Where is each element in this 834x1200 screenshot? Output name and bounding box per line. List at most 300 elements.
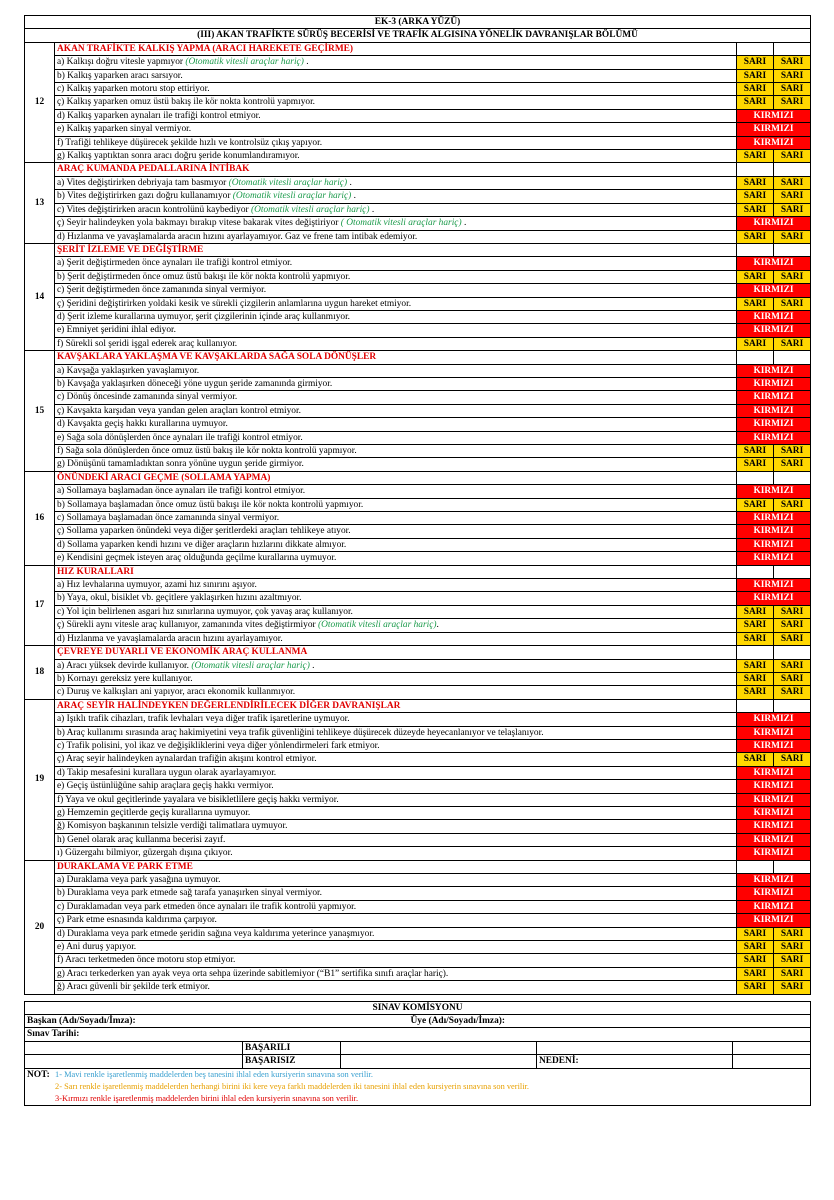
criteria-label: ı) Güzergahı bilmiyor, güzergah dışına çıkıyor. — [57, 848, 233, 859]
criteria-text — [55, 297, 737, 310]
criteria-label: ç) Sollama yaparken önündeki veya diğer şeritlerdeki araçları tehlikeye atıyor. — [57, 526, 351, 537]
title-row — [25, 16, 811, 29]
criteria-row — [25, 525, 811, 538]
section-heading: (III) AKAN TRAFİKTE SÜRÜŞ BECERİSİ VE TRAFİK ALGISINA YÖNELİK DAVRANIŞLAR BÖLÜMÜ — [25, 29, 811, 42]
criteria-text — [55, 780, 737, 793]
automatic-exception-note: (Otomatik vitesli araçlar hariç) — [185, 57, 304, 68]
criteria-label: e) Kendisini geçmek isteyen araç olduğunda geçilme kurallarına uymuyor. — [57, 553, 337, 564]
red-rating-cell: KIRMIZI — [737, 592, 811, 605]
criteria-text — [55, 820, 737, 833]
red-rating-cell: KIRMIZI — [737, 847, 811, 860]
red-rating-cell: KIRMIZI — [737, 485, 811, 498]
red-rating-cell: KIRMIZI — [737, 739, 811, 752]
yellow-rating-cell: SARI — [774, 230, 811, 243]
criteria-label: ç) Kavşakta karşıdan veya yandan gelen araçları kontrol etmiyor. — [57, 405, 301, 416]
yellow-rating-cell: SARI — [737, 619, 774, 632]
yellow-rating-cell: SARI — [737, 270, 774, 283]
criteria-row — [25, 391, 811, 404]
criteria-text — [55, 217, 737, 230]
criteria-row — [25, 270, 811, 283]
criteria-row — [25, 69, 811, 82]
criteria-label: a) Duraklama veya park yasağına uymuyor. — [57, 875, 221, 885]
red-rating-cell: KIRMIZI — [737, 512, 811, 525]
yellow-rating-cell: SARI — [737, 632, 774, 645]
red-rating-cell: KIRMIZI — [737, 900, 811, 913]
section-header-row — [25, 646, 811, 659]
criteria-row — [25, 713, 811, 726]
criteria-row — [25, 56, 811, 69]
criteria-tail: . — [436, 620, 439, 631]
criteria-label: ç) Sürekli aynı vitesle araç kullanıyor, zamanında vites değiştirmiyor — [57, 620, 316, 631]
note-blue: 1- Mavi renkle işaretlenmiş maddelerden beş tanesini ihlal eden kursiyerin sınavına son verilir. — [55, 1069, 373, 1079]
yellow-rating-cell: SARI — [737, 203, 774, 216]
criteria-row — [25, 445, 811, 458]
yellow-rating-cell: SARI — [774, 632, 811, 645]
criteria-text — [55, 418, 737, 431]
criteria-row — [25, 632, 811, 645]
section-title: ÇEVREYE DUYARLI VE EKONOMİK ARAÇ KULLANMA — [55, 646, 737, 659]
criteria-row — [25, 900, 811, 913]
criteria-row — [25, 123, 811, 136]
note-yellow: 2- Sarı renkle işaretlenmiş maddelerden herhangi birini iki kere veya farklı maddelerden iki tanesini ihlal eden kursiyerin sınavına son verilir. — [55, 1081, 529, 1091]
yellow-rating-cell: SARI — [774, 672, 811, 685]
empty-cell — [737, 860, 774, 873]
yellow-rating-cell: SARI — [737, 686, 774, 699]
criteria-row — [25, 659, 811, 672]
criteria-text — [55, 525, 737, 538]
yellow-rating-cell: SARI — [774, 981, 811, 994]
criteria-row — [25, 458, 811, 471]
criteria-label: ğ) Aracı güvenli bir şekilde terk etmiyor. — [57, 982, 210, 993]
criteria-text — [55, 632, 737, 645]
criteria-text — [55, 431, 737, 444]
criteria-text — [55, 257, 737, 270]
criteria-text — [55, 176, 737, 189]
criteria-label: d) Takip mesafesini kurallara uygun olarak ayarlayamıyor. — [57, 767, 277, 778]
yellow-rating-cell: SARI — [737, 83, 774, 96]
yellow-rating-cell: SARI — [737, 69, 774, 82]
red-rating-cell: KIRMIZI — [737, 391, 811, 404]
criteria-text — [55, 874, 737, 887]
yellow-rating-cell: SARI — [774, 954, 811, 967]
criteria-row — [25, 927, 811, 940]
criteria-row — [25, 726, 811, 739]
red-rating-cell: KIRMIZI — [737, 713, 811, 726]
criteria-text — [55, 337, 737, 350]
criteria-row — [25, 954, 811, 967]
criteria-label: ç) Park etme esnasında kaldırıma çarpıyor. — [57, 915, 217, 926]
criteria-row — [25, 739, 811, 752]
criteria-row — [25, 230, 811, 243]
criteria-label: b) Vites değiştirirken gazı doğru kullanamıyor — [57, 191, 231, 202]
red-rating-cell: KIRMIZI — [737, 284, 811, 297]
criteria-text — [55, 404, 737, 417]
empty-cell — [737, 646, 774, 659]
criteria-tail: . — [461, 218, 467, 229]
passed-label: BAŞARILI — [243, 1041, 341, 1054]
red-rating-cell: KIRMIZI — [737, 109, 811, 122]
section-title: HIZ KURALLARI — [55, 565, 737, 578]
criteria-text — [55, 793, 737, 806]
criteria-row — [25, 203, 811, 216]
criteria-row — [25, 310, 811, 323]
empty-cell — [774, 699, 811, 712]
criteria-row — [25, 753, 811, 766]
criteria-row — [25, 136, 811, 149]
empty-cell — [737, 565, 774, 578]
criteria-tail: . — [369, 204, 375, 215]
president-signature-field: Başkan (Adı/Soyadı/İmza): — [25, 1015, 341, 1028]
empty-cell — [737, 699, 774, 712]
criteria-text — [55, 284, 737, 297]
criteria-text — [55, 230, 737, 243]
form-page — [24, 15, 810, 1106]
criteria-label: g) Hemzemin geçitlerde geçiş kurallarına uymuyor. — [57, 807, 251, 818]
yellow-rating-cell: SARI — [737, 445, 774, 458]
section-header-row — [25, 699, 811, 712]
yellow-rating-cell: SARI — [774, 458, 811, 471]
yellow-rating-cell: SARI — [737, 150, 774, 163]
criteria-text — [55, 538, 737, 551]
criteria-text — [55, 109, 737, 122]
criteria-row — [25, 579, 811, 592]
yellow-rating-cell: SARI — [737, 659, 774, 672]
criteria-text — [55, 739, 737, 752]
red-rating-cell: KIRMIZI — [737, 806, 811, 819]
criteria-label: b) Şerit değiştirmeden önce omuz üstü bakışı ile kör nokta kontrolü yapmıyor. — [57, 271, 351, 282]
empty-cell — [737, 351, 774, 364]
criteria-label: f) Sağa sola dönüşlerden önce omuz üstü bakış ile kör nokta kontrolü yapmıyor. — [57, 446, 357, 456]
red-rating-cell: KIRMIZI — [737, 793, 811, 806]
criteria-label: ç) Kalkış yaparken omuz üstü bakış ile kör nokta kontrolü yapmıyor. — [57, 97, 316, 108]
section-number: 19 — [25, 699, 55, 860]
criteria-label: c) Dönüş öncesinde zamanında sinyal vermiyor. — [57, 392, 238, 403]
criteria-label: e) Kalkış yaparken sinyal vermiyor. — [57, 124, 192, 135]
criteria-row — [25, 914, 811, 927]
yellow-rating-cell: SARI — [774, 941, 811, 954]
criteria-text — [55, 123, 737, 136]
yellow-rating-cell: SARI — [774, 96, 811, 109]
empty-cell — [737, 42, 774, 55]
failed-box — [341, 1055, 537, 1068]
red-rating-cell: KIRMIZI — [737, 766, 811, 779]
section-header-row — [25, 243, 811, 256]
criteria-label: d) Sollama yaparken kendi hızını ve diğer araçların hızlarını dikkate almıyor. — [57, 539, 347, 550]
criteria-row — [25, 780, 811, 793]
criteria-label: e) Ani duruş yapıyor. — [57, 942, 137, 953]
criteria-label: f) Trafiği tehlikeye düşürecek şekilde hızlı ve kontrolsüz çıkış yapıyor. — [57, 137, 323, 148]
criteria-label: b) Yaya, okul, bisiklet vb. geçitlere yaklaşırken hızını azaltmıyor. — [57, 593, 302, 604]
criteria-row — [25, 109, 811, 122]
yellow-rating-cell: SARI — [774, 270, 811, 283]
red-rating-cell: KIRMIZI — [737, 431, 811, 444]
criteria-label: e) Sağa sola dönüşlerden önce aynaları ile trafiği kontrol etmiyor. — [57, 432, 303, 443]
criteria-row — [25, 364, 811, 377]
criteria-text — [55, 672, 737, 685]
criteria-row — [25, 418, 811, 431]
section-number: 20 — [25, 860, 55, 994]
section-title: ŞERİT İZLEME VE DEĞİŞTİRME — [55, 243, 737, 256]
criteria-text — [55, 485, 737, 498]
subtitle-row — [25, 29, 811, 42]
criteria-text — [55, 619, 737, 632]
empty-cell — [733, 1041, 811, 1054]
yellow-rating-cell: SARI — [737, 981, 774, 994]
criteria-text — [55, 56, 737, 69]
criteria-row — [25, 377, 811, 390]
empty-cell — [25, 1055, 243, 1068]
red-rating-cell: KIRMIZI — [737, 780, 811, 793]
criteria-row — [25, 981, 811, 994]
criteria-label: ç) Seyir halindeyken yola bakmayı bırakıp vitese bakarak vites değiştiriyor — [57, 218, 339, 229]
yellow-rating-cell: SARI — [737, 605, 774, 618]
criteria-row — [25, 941, 811, 954]
criteria-label: e) Emniyet şeridini ihlal ediyor. — [57, 325, 176, 336]
section-header-row — [25, 163, 811, 176]
yellow-rating-cell: SARI — [774, 176, 811, 189]
criteria-label: a) Aracı yüksek devirde kullanıyor. — [57, 660, 189, 671]
red-rating-cell: KIRMIZI — [737, 217, 811, 230]
criteria-row — [25, 498, 811, 511]
yellow-rating-cell: SARI — [774, 445, 811, 458]
criteria-label: e) Geçiş üstünlüğüne sahip araçlara geçiş hakkı vermiyor. — [57, 781, 274, 792]
criteria-label: h) Genel olarak araç kullanma becerisi zayıf. — [57, 834, 226, 845]
criteria-text — [55, 391, 737, 404]
automatic-exception-note: (Otomatik vitesli araçlar hariç) — [251, 204, 370, 215]
criteria-row — [25, 820, 811, 833]
yellow-rating-cell: SARI — [774, 686, 811, 699]
criteria-text — [55, 713, 737, 726]
empty-cell — [774, 42, 811, 55]
red-rating-cell: KIRMIZI — [737, 538, 811, 551]
empty-cell — [774, 565, 811, 578]
section-number: 17 — [25, 565, 55, 645]
yellow-rating-cell: SARI — [737, 498, 774, 511]
red-rating-cell: KIRMIZI — [737, 579, 811, 592]
criteria-text — [55, 967, 737, 980]
criteria-label: a) Hız levhalarına uymuyor, azami hız sınırını aşıyor. — [57, 580, 257, 591]
criteria-row — [25, 217, 811, 230]
criteria-label: d) Şerit izleme kurallarına uymuyor, şerit çizgilerinin içinde araç kullanmıyor. — [57, 311, 351, 322]
empty-cell — [774, 351, 811, 364]
yellow-rating-cell: SARI — [737, 954, 774, 967]
yellow-rating-cell: SARI — [737, 56, 774, 69]
yellow-rating-cell: SARI — [774, 927, 811, 940]
criteria-tail: . — [309, 660, 315, 671]
criteria-text — [55, 96, 737, 109]
criteria-label: c) Duruş ve kalkışları ani yapıyor, aracı ekonomik kullanmıyor. — [57, 687, 296, 698]
empty-cell — [774, 243, 811, 256]
criteria-label: b) Kavşağa yaklaşırken döneceği yöne uygun şeride zamanında girmiyor. — [57, 378, 333, 389]
red-rating-cell: KIRMIZI — [737, 324, 811, 337]
yellow-rating-cell: SARI — [737, 672, 774, 685]
empty-cell — [774, 860, 811, 873]
criteria-label: c) Sollamaya başlamadan önce zamanında sinyal vermiyor. — [57, 513, 280, 524]
criteria-row — [25, 766, 811, 779]
red-rating-cell: KIRMIZI — [737, 820, 811, 833]
criteria-label: d) Kavşakta geçiş hakkı kurallarına uymuyor. — [57, 419, 228, 430]
criteria-row — [25, 190, 811, 203]
criteria-text — [55, 579, 737, 592]
criteria-label: c) Duraklamadan veya park etmeden önce aynaları ile trafik kontrolü yapmıyor. — [57, 901, 357, 912]
criteria-text — [55, 753, 737, 766]
commission-table — [24, 1001, 811, 1106]
criteria-row — [25, 806, 811, 819]
red-rating-cell: KIRMIZI — [737, 726, 811, 739]
criteria-text — [55, 69, 737, 82]
criteria-label: c) Trafik polisini, yol ikaz ve değişikliklerini veya diğer yönlendirmeleri fark etmiyor. — [57, 740, 380, 751]
criteria-label: f) Sürekli sol şeridi işgal ederek araç kullanıyor. — [57, 338, 238, 349]
criteria-text — [55, 592, 737, 605]
criteria-text — [55, 806, 737, 819]
empty-cell — [737, 471, 774, 484]
red-rating-cell: KIRMIZI — [737, 404, 811, 417]
criteria-row — [25, 485, 811, 498]
criteria-text — [55, 364, 737, 377]
yellow-rating-cell: SARI — [774, 659, 811, 672]
criteria-label: d) Hızlanma ve yavaşlamalarda aracın hızını ayarlayamıyor. Gaz ve frene tam intibak edemiyor. — [57, 231, 418, 242]
criteria-row — [25, 297, 811, 310]
yellow-rating-cell: SARI — [737, 190, 774, 203]
section-number: 14 — [25, 243, 55, 350]
criteria-text — [55, 203, 737, 216]
section-number: 12 — [25, 42, 55, 163]
criteria-row — [25, 592, 811, 605]
criteria-tail: . — [347, 177, 352, 188]
criteria-text — [55, 941, 737, 954]
criteria-label: a) Kalkışı doğru vitesle yapmıyor — [57, 57, 184, 68]
empty-cell — [737, 163, 774, 176]
red-rating-cell: KIRMIZI — [737, 552, 811, 565]
red-rating-cell: KIRMIZI — [737, 310, 811, 323]
criteria-text — [55, 847, 737, 860]
yellow-rating-cell: SARI — [737, 927, 774, 940]
criteria-text — [55, 498, 737, 511]
red-rating-cell: KIRMIZI — [737, 833, 811, 846]
criteria-label: c) Kalkış yaparken motoru stop ettiriyor. — [57, 84, 210, 95]
red-rating-cell: KIRMIZI — [737, 257, 811, 270]
passed-box — [341, 1041, 537, 1054]
criteria-row — [25, 404, 811, 417]
section-title: KAVŞAKLARA YAKLAŞMA VE KAVŞAKLARDA SAĞA SOLA DÖNÜŞLER — [55, 351, 737, 364]
criteria-label: a) Şerit değiştirmeden önce aynaları ile trafiği kontrol etmiyor. — [57, 258, 293, 269]
criteria-row — [25, 793, 811, 806]
criteria-text — [55, 377, 737, 390]
section-number: 18 — [25, 646, 55, 700]
criteria-label: b) Kalkış yaparken aracı sarsıyor. — [57, 70, 183, 81]
criteria-row — [25, 83, 811, 96]
yellow-rating-cell: SARI — [774, 605, 811, 618]
criteria-tail: . — [351, 191, 356, 202]
section-number: 15 — [25, 351, 55, 472]
criteria-label: ç) Araç seyir halindeyken aynalardan trafiğin akışını kontrol etmiyor. — [57, 754, 317, 765]
criteria-label: a) Kavşağa yaklaşırken yavaşlamıyor. — [57, 365, 200, 376]
failed-label: BAŞARISIZ — [243, 1055, 341, 1068]
criteria-label: b) Araç kullanımı sırasında araç hakimiyetini veya trafik güvenliğini tehlikeye düşürecek düzeyde heyecanlanıyor ve telaşlanıyor. — [57, 727, 544, 738]
exam-date-field: Sınav Tarihi: — [25, 1028, 811, 1041]
yellow-rating-cell: SARI — [774, 69, 811, 82]
yellow-rating-cell: SARI — [774, 190, 811, 203]
automatic-exception-note: (Otomatik vitesli araçlar hariç) — [228, 177, 348, 188]
empty-cell — [737, 243, 774, 256]
criteria-row — [25, 967, 811, 980]
yellow-rating-cell: SARI — [774, 56, 811, 69]
criteria-text — [55, 766, 737, 779]
reason-label: NEDENİ: — [537, 1055, 733, 1068]
red-rating-cell: KIRMIZI — [737, 887, 811, 900]
criteria-text — [55, 190, 737, 203]
yellow-rating-cell: SARI — [737, 337, 774, 350]
criteria-label: ç) Şeridini değiştirirken yoldaki kesik ve sürekli çizgilerin anlamlarına uygun hareket etmiyor. — [57, 298, 412, 309]
red-rating-cell: KIRMIZI — [737, 364, 811, 377]
criteria-text — [55, 270, 737, 283]
section-title: AKAN TRAFİKTE KALKIŞ YAPMA (ARACI HAREKETE GEÇİRME) — [55, 42, 737, 55]
empty-cell — [774, 471, 811, 484]
red-rating-cell: KIRMIZI — [737, 874, 811, 887]
yellow-rating-cell: SARI — [737, 96, 774, 109]
yellow-rating-cell: SARI — [774, 619, 811, 632]
yellow-rating-cell: SARI — [737, 297, 774, 310]
criteria-text — [55, 310, 737, 323]
section-title: ARAÇ KUMANDA PEDALLARINA İNTİBAK — [55, 163, 737, 176]
criteria-tail: . — [303, 57, 309, 68]
criteria-row — [25, 337, 811, 350]
criteria-text — [55, 136, 737, 149]
criteria-row — [25, 257, 811, 270]
criteria-label: c) Vites değiştirirken aracın kontrolünü kaybediyor — [57, 204, 249, 215]
criteria-text — [55, 686, 737, 699]
yellow-rating-cell: SARI — [774, 297, 811, 310]
criteria-row — [25, 847, 811, 860]
empty-cell — [537, 1041, 733, 1054]
criteria-row — [25, 619, 811, 632]
note-red: 3-Kırmızı renkle işaretlenmiş maddelerden birini ihlal eden kursiyerin sınavına son verilir. — [55, 1093, 359, 1103]
criteria-row — [25, 431, 811, 444]
yellow-rating-cell: SARI — [737, 230, 774, 243]
red-rating-cell: KIRMIZI — [737, 377, 811, 390]
criteria-label: b) Sollamaya başlamadan önce omuz üstü bakışı ile kör nokta kontrolü yapmıyor. — [57, 499, 364, 510]
criteria-label: c) Şerit değiştirmeden önce zamanında sinyal vermiyor. — [57, 285, 267, 296]
automatic-exception-note: ( Otomatik vitesli araçlar hariç) — [340, 218, 462, 229]
section-title: ÖNÜNDEKİ ARACI GEÇME (SOLLAMA YAPMA) — [55, 471, 737, 484]
section-title: DURAKLAMA VE PARK ETME — [55, 860, 737, 873]
yellow-rating-cell: SARI — [774, 150, 811, 163]
criteria-row — [25, 96, 811, 109]
criteria-text — [55, 512, 737, 525]
yellow-rating-cell: SARI — [774, 967, 811, 980]
automatic-exception-note: (Otomatik vitesli araçlar hariç) — [191, 660, 310, 671]
criteria-label: g) Kalkış yaptıktan sonra aracı doğru şeride konumlandıramıyor. — [57, 151, 300, 162]
criteria-text — [55, 900, 737, 913]
section-number: 16 — [25, 471, 55, 565]
criteria-label: g) Aracı terkederken yan ayak veya orta sehpa üzerinde sabitlemiyor (“B1” sertifika sınıfı araçlar hariç). — [57, 968, 449, 979]
criteria-text — [55, 833, 737, 846]
criteria-text — [55, 927, 737, 940]
yellow-rating-cell: SARI — [737, 176, 774, 189]
section-title: ARAÇ SEYİR HALİNDEYKEN DEĞERLENDİRİLECEK DİĞER DAVRANIŞLAR — [55, 699, 737, 712]
criteria-label: ğ) Komisyon başkanının telsizle verdiği talimatlara uymuyor. — [57, 821, 288, 832]
section-header-row — [25, 565, 811, 578]
empty-cell — [774, 646, 811, 659]
criteria-label: d) Hızlanma ve yavaşlamalarda aracın hızını ayarlayamıyor. — [57, 633, 283, 644]
automatic-exception-note: (Otomatik vitesli araçlar hariç) — [232, 191, 352, 202]
criteria-text — [55, 324, 737, 337]
yellow-rating-cell: SARI — [774, 203, 811, 216]
notes-label: NOT: — [27, 1069, 50, 1080]
form-title: EK-3 (ARKA YÜZÜ) — [25, 16, 811, 29]
yellow-rating-cell: SARI — [737, 967, 774, 980]
commission-title: SINAV KOMİSYONU — [25, 1001, 811, 1014]
